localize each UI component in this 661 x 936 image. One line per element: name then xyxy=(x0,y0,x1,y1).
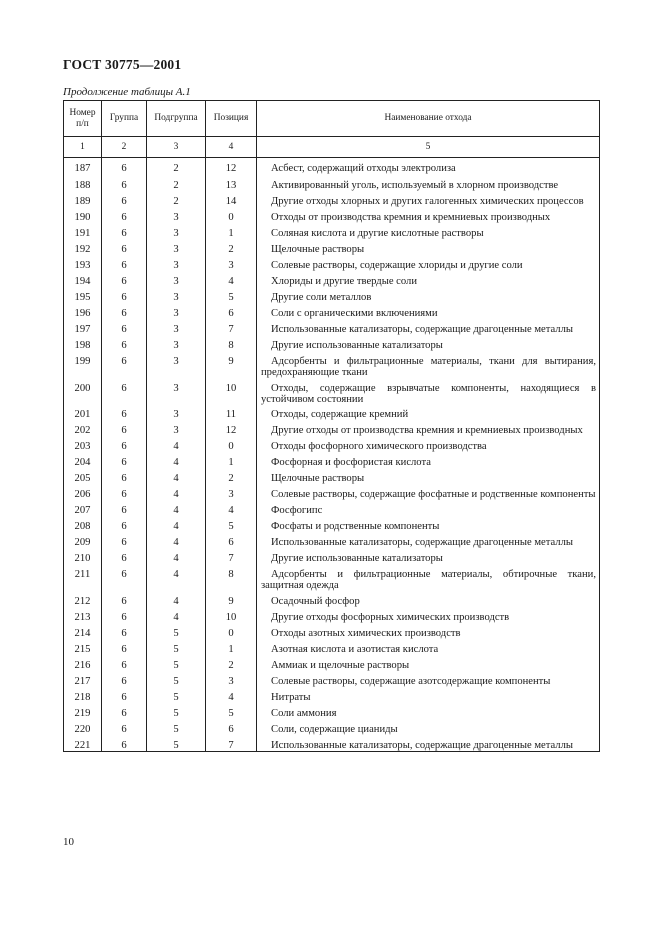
row-subgroup: 5 xyxy=(147,719,206,735)
row-subgroup: 4 xyxy=(147,607,206,623)
waste-name-text: Осадочный фосфор xyxy=(271,596,360,607)
row-waste-name xyxy=(257,436,600,452)
row-group: 6 xyxy=(102,351,147,378)
row-position: 1 xyxy=(206,452,257,468)
row-number: 212 xyxy=(64,591,102,607)
row-subgroup: 4 xyxy=(147,564,206,591)
row-group: 6 xyxy=(102,287,147,303)
row-waste-name xyxy=(257,607,600,623)
row-subgroup: 5 xyxy=(147,639,206,655)
row-subgroup: 4 xyxy=(147,468,206,484)
row-group: 6 xyxy=(102,239,147,255)
row-number: 206 xyxy=(64,484,102,500)
row-position: 6 xyxy=(206,719,257,735)
waste-name-text: Соли, содержащие цианиды xyxy=(271,724,398,735)
row-position: 2 xyxy=(206,239,257,255)
row-position: 10 xyxy=(206,378,257,405)
row-number: 215 xyxy=(64,639,102,655)
row-waste-name xyxy=(257,378,600,405)
row-position: 1 xyxy=(206,639,257,655)
row-position: 2 xyxy=(206,468,257,484)
waste-name-text: Использованные катализаторы, содержащие драгоценные металлы xyxy=(271,740,573,751)
row-position: 4 xyxy=(206,271,257,287)
row-group: 6 xyxy=(102,687,147,703)
table-row xyxy=(64,158,600,175)
row-waste-name xyxy=(257,239,600,255)
row-number: 221 xyxy=(64,735,102,752)
row-subgroup: 3 xyxy=(147,255,206,271)
row-waste-name xyxy=(257,287,600,303)
waste-name-text: Щелочные растворы xyxy=(271,244,365,255)
row-group: 6 xyxy=(102,516,147,532)
row-group: 6 xyxy=(102,452,147,468)
row-number: 218 xyxy=(64,687,102,703)
row-group: 6 xyxy=(102,655,147,671)
table-row xyxy=(64,735,600,752)
table-row xyxy=(64,207,600,223)
table-row xyxy=(64,378,600,405)
row-number: 195 xyxy=(64,287,102,303)
row-waste-name xyxy=(257,158,600,175)
table-row xyxy=(64,500,600,516)
row-waste-name xyxy=(257,468,600,484)
row-waste-name xyxy=(257,564,600,591)
row-subgroup: 3 xyxy=(147,223,206,239)
row-group: 6 xyxy=(102,500,147,516)
row-subgroup: 4 xyxy=(147,436,206,452)
waste-name-text: Другие соли металлов xyxy=(271,292,372,303)
page-number: 10 xyxy=(63,836,74,848)
waste-name-text: Другие отходы хлорных и других галогенных химических процессов xyxy=(271,196,584,207)
row-number: 192 xyxy=(64,239,102,255)
row-number: 207 xyxy=(64,500,102,516)
row-waste-name xyxy=(257,484,600,500)
row-waste-name xyxy=(257,207,600,223)
waste-name-text: Отходы фосфорного химического производства xyxy=(271,441,487,452)
table-row xyxy=(64,671,600,687)
row-waste-name xyxy=(257,420,600,436)
row-position: 12 xyxy=(206,158,257,175)
row-position: 1 xyxy=(206,223,257,239)
row-subgroup: 4 xyxy=(147,591,206,607)
row-number: 191 xyxy=(64,223,102,239)
table-row xyxy=(64,516,600,532)
waste-name-text: Другие отходы фосфорных химических производств xyxy=(271,612,510,623)
table-row xyxy=(64,607,600,623)
row-number: 197 xyxy=(64,319,102,335)
row-number: 205 xyxy=(64,468,102,484)
waste-name-text: Нитраты xyxy=(271,692,311,703)
row-position: 7 xyxy=(206,319,257,335)
row-position: 8 xyxy=(206,564,257,591)
row-group: 6 xyxy=(102,436,147,452)
row-number: 210 xyxy=(64,548,102,564)
table-row xyxy=(64,271,600,287)
row-subgroup: 4 xyxy=(147,516,206,532)
table-row xyxy=(64,532,600,548)
table-row xyxy=(64,468,600,484)
column-number: 2 xyxy=(102,137,147,158)
row-waste-name xyxy=(257,735,600,752)
waste-name-text: Аммиак и щелочные растворы xyxy=(271,660,410,671)
row-group: 6 xyxy=(102,335,147,351)
row-group: 6 xyxy=(102,191,147,207)
waste-name-text: Отходы азотных химических производств xyxy=(271,628,461,639)
row-number: 204 xyxy=(64,452,102,468)
row-waste-name xyxy=(257,655,600,671)
row-group: 6 xyxy=(102,405,147,420)
waste-name-text: Адсорбенты и фильтрационные материалы, ткани для вытирания, предохраняющие ткани xyxy=(261,356,596,378)
row-group: 6 xyxy=(102,174,147,191)
waste-name-text: Соляная кислота и другие кислотные растворы xyxy=(271,228,484,239)
row-waste-name xyxy=(257,223,600,239)
column-header-name: Наименование отхода xyxy=(257,101,600,137)
row-group: 6 xyxy=(102,671,147,687)
row-subgroup: 4 xyxy=(147,452,206,468)
row-waste-name xyxy=(257,351,600,378)
table-row xyxy=(64,719,600,735)
row-group: 6 xyxy=(102,548,147,564)
row-subgroup: 3 xyxy=(147,271,206,287)
row-waste-name xyxy=(257,719,600,735)
row-number: 187 xyxy=(64,158,102,175)
row-position: 14 xyxy=(206,191,257,207)
row-position: 0 xyxy=(206,436,257,452)
waste-name-text: Отходы, содержащие кремний xyxy=(271,409,409,420)
row-waste-name xyxy=(257,703,600,719)
row-group: 6 xyxy=(102,484,147,500)
row-group: 6 xyxy=(102,564,147,591)
row-number: 219 xyxy=(64,703,102,719)
row-subgroup: 3 xyxy=(147,420,206,436)
waste-name-text: Щелочные растворы xyxy=(271,473,365,484)
row-group: 6 xyxy=(102,735,147,752)
table-row xyxy=(64,303,600,319)
waste-name-text: Фосфорная и фосфористая кислота xyxy=(271,457,431,468)
row-position: 11 xyxy=(206,405,257,420)
row-waste-name xyxy=(257,516,600,532)
row-number: 211 xyxy=(64,564,102,591)
waste-name-text: Солевые растворы, содержащие фосфатные и родственные компоненты xyxy=(271,489,596,500)
table-row xyxy=(64,703,600,719)
document-code: ГОСТ 30775—2001 xyxy=(63,57,182,72)
row-number: 213 xyxy=(64,607,102,623)
table-row xyxy=(64,351,600,378)
row-subgroup: 2 xyxy=(147,174,206,191)
row-number: 202 xyxy=(64,420,102,436)
row-position: 12 xyxy=(206,420,257,436)
row-number: 201 xyxy=(64,405,102,420)
row-position: 9 xyxy=(206,351,257,378)
row-subgroup: 3 xyxy=(147,287,206,303)
row-position: 5 xyxy=(206,703,257,719)
row-number: 216 xyxy=(64,655,102,671)
row-position: 13 xyxy=(206,174,257,191)
row-group: 6 xyxy=(102,319,147,335)
row-group: 6 xyxy=(102,591,147,607)
row-group: 6 xyxy=(102,303,147,319)
row-position: 2 xyxy=(206,655,257,671)
row-waste-name xyxy=(257,687,600,703)
column-header-number: Номер п/п xyxy=(64,101,102,137)
row-subgroup: 4 xyxy=(147,548,206,564)
row-group: 6 xyxy=(102,532,147,548)
row-position: 4 xyxy=(206,687,257,703)
waste-name-text: Хлориды и другие твердые соли xyxy=(271,276,417,287)
row-group: 6 xyxy=(102,639,147,655)
waste-table xyxy=(63,100,600,752)
row-subgroup: 3 xyxy=(147,405,206,420)
row-subgroup: 3 xyxy=(147,239,206,255)
row-waste-name xyxy=(257,548,600,564)
waste-name-text: Адсорбенты и фильтрационные материалы, обтирочные ткани, защитная одежда xyxy=(261,569,596,591)
row-subgroup: 3 xyxy=(147,378,206,405)
row-group: 6 xyxy=(102,271,147,287)
row-waste-name xyxy=(257,303,600,319)
row-subgroup: 3 xyxy=(147,303,206,319)
table-row xyxy=(64,564,600,591)
table-row xyxy=(64,655,600,671)
table-row xyxy=(64,639,600,655)
row-group: 6 xyxy=(102,703,147,719)
row-waste-name xyxy=(257,532,600,548)
row-number: 214 xyxy=(64,623,102,639)
row-waste-name xyxy=(257,335,600,351)
row-waste-name xyxy=(257,271,600,287)
row-position: 0 xyxy=(206,623,257,639)
row-position: 3 xyxy=(206,484,257,500)
table-row xyxy=(64,405,600,420)
table-row xyxy=(64,484,600,500)
row-subgroup: 2 xyxy=(147,158,206,175)
row-group: 6 xyxy=(102,607,147,623)
row-waste-name xyxy=(257,639,600,655)
column-number: 3 xyxy=(147,137,206,158)
row-subgroup: 5 xyxy=(147,703,206,719)
waste-name-text: Другие отходы от производства кремния и кремниевых производных xyxy=(271,425,583,436)
table-header xyxy=(64,101,600,158)
row-number: 196 xyxy=(64,303,102,319)
row-position: 5 xyxy=(206,287,257,303)
row-number: 220 xyxy=(64,719,102,735)
table-row xyxy=(64,687,600,703)
row-waste-name xyxy=(257,174,600,191)
waste-name-text: Соли аммония xyxy=(271,708,337,719)
table-row xyxy=(64,335,600,351)
row-subgroup: 3 xyxy=(147,335,206,351)
row-waste-name xyxy=(257,500,600,516)
table-row xyxy=(64,239,600,255)
row-group: 6 xyxy=(102,255,147,271)
waste-name-text: Другие использованные катализаторы xyxy=(271,340,443,351)
row-subgroup: 4 xyxy=(147,500,206,516)
row-waste-name xyxy=(257,671,600,687)
row-number: 189 xyxy=(64,191,102,207)
table-body xyxy=(64,158,600,752)
row-position: 3 xyxy=(206,671,257,687)
row-position: 0 xyxy=(206,207,257,223)
column-header-group: Группа xyxy=(102,101,147,137)
table-row xyxy=(64,191,600,207)
row-number: 198 xyxy=(64,335,102,351)
column-number: 5 xyxy=(257,137,600,158)
waste-name-text: Соли с органическими включениями xyxy=(271,308,438,319)
row-number: 200 xyxy=(64,378,102,405)
table-row xyxy=(64,174,600,191)
waste-name-text: Фосфогипс xyxy=(271,505,323,516)
table-row xyxy=(64,436,600,452)
row-subgroup: 5 xyxy=(147,687,206,703)
row-subgroup: 4 xyxy=(147,532,206,548)
row-number: 190 xyxy=(64,207,102,223)
row-number: 188 xyxy=(64,174,102,191)
row-group: 6 xyxy=(102,158,147,175)
row-position: 6 xyxy=(206,532,257,548)
row-number: 217 xyxy=(64,671,102,687)
row-position: 3 xyxy=(206,255,257,271)
row-subgroup: 5 xyxy=(147,623,206,639)
column-number: 4 xyxy=(206,137,257,158)
row-group: 6 xyxy=(102,468,147,484)
row-subgroup: 5 xyxy=(147,735,206,752)
row-waste-name xyxy=(257,191,600,207)
row-group: 6 xyxy=(102,623,147,639)
table-row xyxy=(64,420,600,436)
row-position: 9 xyxy=(206,591,257,607)
row-number: 203 xyxy=(64,436,102,452)
waste-name-text: Другие использованные катализаторы xyxy=(271,553,443,564)
row-position: 7 xyxy=(206,735,257,752)
row-waste-name xyxy=(257,452,600,468)
row-subgroup: 2 xyxy=(147,191,206,207)
row-number: 194 xyxy=(64,271,102,287)
table-row xyxy=(64,591,600,607)
waste-name-text: Активированный уголь, используемый в хлорном производстве xyxy=(271,180,559,191)
row-group: 6 xyxy=(102,719,147,735)
row-number: 209 xyxy=(64,532,102,548)
row-position: 10 xyxy=(206,607,257,623)
table-row xyxy=(64,452,600,468)
waste-name-text: Солевые растворы, содержащие азотсодержащие компоненты xyxy=(271,676,551,687)
row-number: 199 xyxy=(64,351,102,378)
row-position: 4 xyxy=(206,500,257,516)
row-waste-name xyxy=(257,255,600,271)
column-header-subgroup: Подгруппа xyxy=(147,101,206,137)
row-waste-name xyxy=(257,319,600,335)
row-subgroup: 5 xyxy=(147,671,206,687)
table-row xyxy=(64,255,600,271)
waste-name-text: Использованные катализаторы, содержащие драгоценные металлы xyxy=(271,324,573,335)
table-row xyxy=(64,319,600,335)
row-subgroup: 4 xyxy=(147,484,206,500)
row-waste-name xyxy=(257,623,600,639)
table-row xyxy=(64,287,600,303)
column-number: 1 xyxy=(64,137,102,158)
waste-name-text: Использованные катализаторы, содержащие драгоценные металлы xyxy=(271,537,573,548)
row-subgroup: 5 xyxy=(147,655,206,671)
table-row xyxy=(64,223,600,239)
row-group: 6 xyxy=(102,207,147,223)
waste-name-text: Отходы, содержащие взрывчатые компоненты, находящиеся в устойчивом состоянии xyxy=(261,383,596,405)
table-caption: Продолжение таблицы А.1 xyxy=(63,86,191,98)
row-position: 5 xyxy=(206,516,257,532)
row-waste-name xyxy=(257,405,600,420)
row-group: 6 xyxy=(102,420,147,436)
row-subgroup: 3 xyxy=(147,351,206,378)
column-header-position: Позиция xyxy=(206,101,257,137)
row-subgroup: 3 xyxy=(147,319,206,335)
row-subgroup: 3 xyxy=(147,207,206,223)
row-group: 6 xyxy=(102,223,147,239)
waste-name-text: Фосфаты и родственные компоненты xyxy=(271,521,440,532)
waste-name-text: Отходы от производства кремния и кремниевых производных xyxy=(271,212,551,223)
waste-name-text: Солевые растворы, содержащие хлориды и другие соли xyxy=(271,260,523,271)
table-row xyxy=(64,623,600,639)
row-position: 6 xyxy=(206,303,257,319)
row-waste-name xyxy=(257,591,600,607)
row-position: 7 xyxy=(206,548,257,564)
waste-name-text: Асбест, содержащий отходы электролиза xyxy=(271,163,456,174)
waste-name-text: Азотная кислота и азотистая кислота xyxy=(271,644,439,655)
row-group: 6 xyxy=(102,378,147,405)
row-number: 193 xyxy=(64,255,102,271)
table-row xyxy=(64,548,600,564)
row-number: 208 xyxy=(64,516,102,532)
row-position: 8 xyxy=(206,335,257,351)
